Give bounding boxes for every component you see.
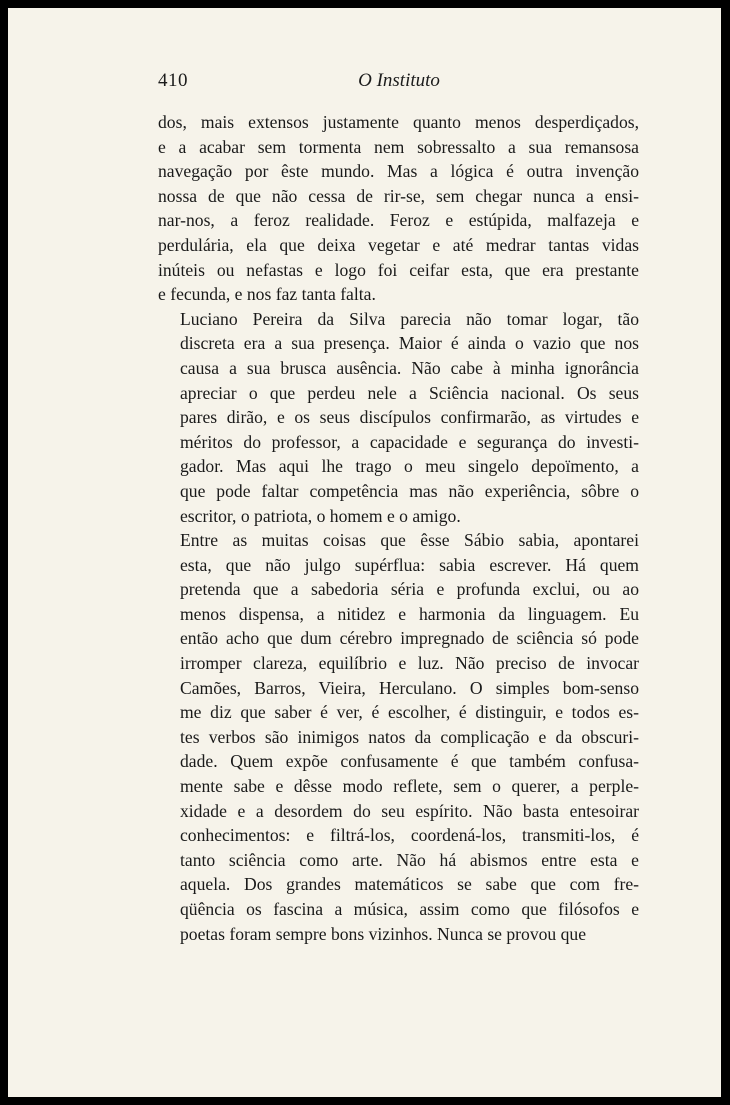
text-line: dade. Quem expõe confusamente é que também confusa- [180, 751, 639, 772]
text-line: então acho que dum cérebro impregnado de sciência só pode [180, 628, 639, 649]
text-line: e fecunda, e nos faz tanta falta. [158, 284, 376, 305]
text-line: qüência os fascina a música, assim como que filósofos e [180, 899, 639, 919]
text-line: pares dirão, e os seus discípulos confirmarão, as virtudes e [180, 407, 639, 428]
text-line: dos, mais extensos justamente quanto menos desperdiçados, [158, 112, 639, 132]
text-line: Luciano Pereira da Silva parecia não tomar logar, tão [180, 308, 639, 329]
text-line: tanto sciência como arte. Não há abismos entre esta e [180, 849, 639, 870]
book-page [8, 8, 721, 1097]
page-header [158, 70, 640, 102]
text-line: irromper clareza, equilíbrio e luz. Não preciso de invocar [180, 653, 639, 674]
paragraph [158, 110, 639, 307]
paragraph [158, 528, 639, 946]
text-line: méritos do professor, a capacidade e segurança do investi- [180, 431, 639, 452]
page-number: 410 [158, 70, 188, 91]
text-line: escritor, o patriota, o homem e o amigo. [180, 505, 461, 526]
text-line: conhecimentos: e filtrá-los, coordená-los, transmiti-los, é [180, 825, 639, 846]
text-line: poetas foram sempre bons vizinhos. Nunca se provou que [180, 923, 587, 944]
text-line: nar-nos, a feroz realidade. Feroz e estúpida, malfazeja e [158, 210, 639, 231]
running-title: O Instituto [358, 70, 440, 91]
text-line: apreciar o que perdeu nele a Sciência nacional. Os seus [180, 382, 639, 403]
text-line: xidade e a desordem do seu espírito. Não basta entesoirar [180, 800, 639, 821]
text-line: inúteis ou nefastas e logo foi ceifar esta, que era prestante [158, 259, 639, 280]
text-line: perdulária, ela que deixa vegetar e até medrar tantas vidas [158, 234, 639, 255]
text-line: mente sabe e dêsse modo reflete, sem o querer, a perple- [180, 776, 639, 797]
body-text [158, 110, 639, 946]
text-line: gador. Mas aqui lhe trago o meu singelo depoïmento, a [180, 456, 639, 477]
text-line: me diz que saber é ver, é escolher, é distinguir, e todos es- [180, 702, 639, 723]
text-line: que pode faltar competência mas não experiência, sôbre o [180, 480, 639, 501]
text-line: e a acabar sem tormenta nem sobressalto a sua remansosa [158, 136, 639, 157]
text-line: nossa de que não cessa de rir-se, sem chegar nunca a ensi- [158, 185, 639, 206]
text-line: tes verbos são inimigos natos da complicação e da obscuri- [180, 726, 639, 747]
text-line: navegação por êste mundo. Mas a lógica é outra invenção [158, 161, 639, 182]
text-line: menos dispensa, a nitidez e harmonia da linguagem. Eu [180, 603, 639, 624]
text-line: discreta era a sua presença. Maior é ainda o vazio que nos [180, 333, 639, 354]
text-line: Camões, Barros, Vieira, Herculano. O simples bom-senso [180, 677, 639, 698]
text-line: aquela. Dos grandes matemáticos se sabe que com fre- [180, 874, 639, 895]
text-line: Entre as muitas coisas que êsse Sábio sabia, apontarei [180, 530, 639, 551]
text-line: pretenda que a sabedoria séria e profunda exclui, ou ao [180, 579, 639, 600]
text-line: esta, que não julgo supérflua: sabia escrever. Há quem [180, 554, 639, 575]
text-line: causa a sua brusca ausência. Não cabe à minha ignorância [180, 357, 639, 378]
paragraph [158, 307, 639, 528]
